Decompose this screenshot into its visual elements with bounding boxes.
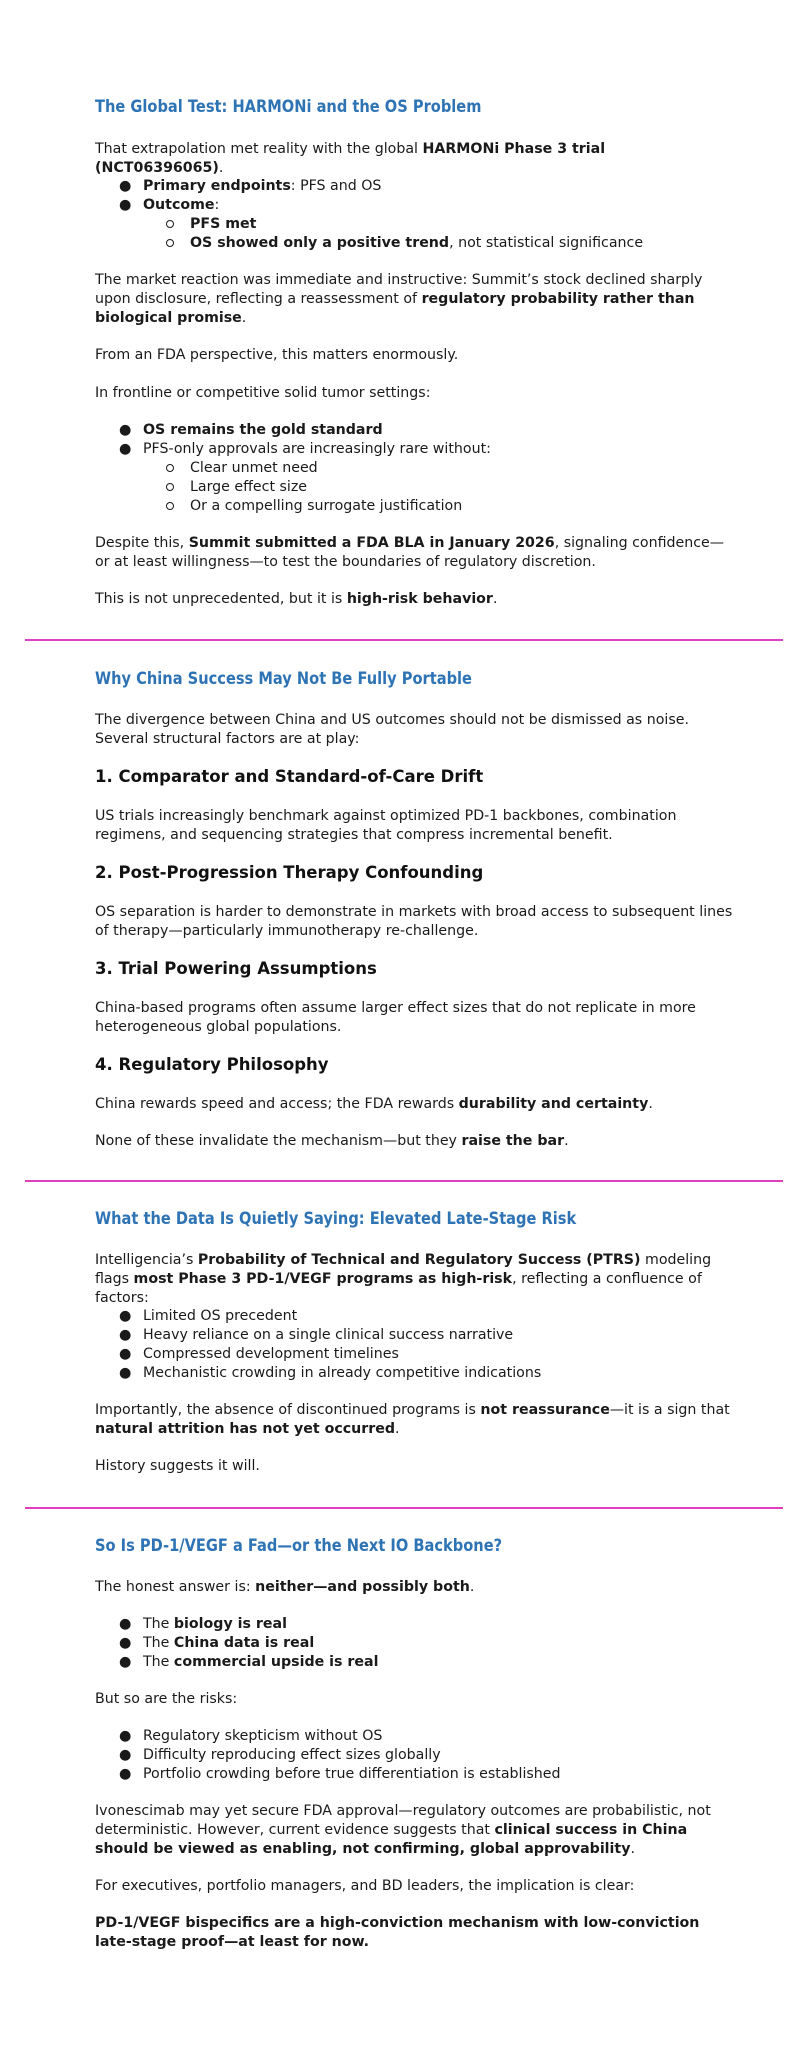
sub-list-item xyxy=(190,497,462,516)
text-bold: high-risk behavior xyxy=(346,591,493,607)
text-bold: commercial upside is real xyxy=(173,1654,379,1670)
sub-list-item xyxy=(190,478,307,497)
circle-bullet-icon xyxy=(166,220,174,228)
circle-bullet-icon xyxy=(166,464,174,472)
text-bold: OS showed only a positive trend xyxy=(190,235,450,251)
list-item xyxy=(119,1653,379,1672)
list-item xyxy=(119,1634,315,1653)
text-bold: Summit submitted a FDA BLA in January 2026 xyxy=(188,535,555,551)
section-heading-harmoni: The Global Test: HARMONi and the OS Problem xyxy=(95,97,482,117)
text: The market reaction was immediate and instructive: Summit’s stock declined sharply upon disclosure, reflecting a reassessment of xyxy=(95,272,703,307)
bullet-icon: ● xyxy=(119,1346,132,1362)
text: Regulatory skepticism without OS xyxy=(143,1728,383,1744)
subheading-powering: 3. Trial Powering Assumptions xyxy=(95,959,377,978)
section-heading-fad: So Is PD-1/VEGF a Fad—or the Next IO Backbone? xyxy=(95,1536,503,1556)
subheading-post-progression: 2. Post-Progression Therapy Confounding xyxy=(95,863,484,882)
text: Difficulty reproducing effect sizes globally xyxy=(143,1747,441,1763)
paragraph-ptrs xyxy=(95,1251,735,1308)
list-item xyxy=(119,1615,287,1634)
bullet-icon: ● xyxy=(119,1308,132,1324)
text-bold: clinical success in China should be viewed as enabling, not confirming, global approvability xyxy=(95,1822,688,1857)
text: That extrapolation met reality with the global xyxy=(95,141,423,157)
text: Ivonescimab may yet secure FDA approval—regulatory outcomes are probabilistic, not deterministic. However, current evidence suggests that xyxy=(95,1803,711,1838)
text-bold: most Phase 3 PD-1/VEGF programs as high-risk xyxy=(133,1271,513,1287)
text: Compressed development timelines xyxy=(143,1346,399,1362)
text: Mechanistic crowding in already competitive indications xyxy=(143,1365,542,1381)
text: : PFS and OS xyxy=(290,178,382,194)
list-item xyxy=(119,1727,383,1746)
subheading-regulatory: 4. Regulatory Philosophy xyxy=(95,1055,329,1074)
list-item xyxy=(119,1345,399,1364)
text: , signaling confidence—or at least willingness—to test the boundaries of regulatory discretion. xyxy=(95,535,724,570)
bullet-icon: ● xyxy=(119,1747,132,1763)
bullet-icon: ● xyxy=(119,1616,132,1632)
text-bold: PFS met xyxy=(190,216,257,232)
paragraph-risks: But so are the risks: xyxy=(95,1691,238,1707)
text: Heavy reliance on a single clinical success narrative xyxy=(143,1327,514,1343)
paragraph-history: History suggests it will. xyxy=(95,1458,260,1474)
text: PFS-only approvals are increasingly rare without: xyxy=(143,441,491,457)
text: Clear unmet need xyxy=(190,460,318,476)
bullet-icon: ● xyxy=(119,1365,132,1381)
paragraph-despite xyxy=(95,534,735,572)
circle-bullet-icon xyxy=(166,502,174,510)
section-heading-risk: What the Data Is Quietly Saying: Elevated Late-Stage Risk xyxy=(95,1209,577,1229)
paragraph-powering: China-based programs often assume larger effect sizes that do not replicate in more heterogeneous global populations. xyxy=(95,1000,696,1035)
text-bold: biology is real xyxy=(173,1616,287,1632)
list-item xyxy=(119,421,383,440)
text: Or a compelling surrogate justification xyxy=(190,498,463,514)
text-bold: neither—and possibly both xyxy=(255,1579,470,1595)
text: . xyxy=(395,1421,400,1437)
text: The honest answer is: xyxy=(95,1579,256,1595)
section-heading-china: Why China Success May Not Be Fully Portable xyxy=(95,669,472,689)
circle-bullet-icon xyxy=(166,239,174,247)
list-item xyxy=(119,1746,441,1765)
bullet-icon: ● xyxy=(119,1728,132,1744)
text: Intelligencia’s xyxy=(95,1252,198,1268)
list-item xyxy=(119,196,220,215)
text-bold: HARMONi Phase 3 trial (NCT06396065) xyxy=(95,141,606,176)
paragraph-fda: From an FDA perspective, this matters enormously. xyxy=(95,347,459,363)
paragraph-risk xyxy=(95,590,735,609)
list-item xyxy=(119,1364,542,1383)
text: The xyxy=(143,1654,174,1670)
text: . xyxy=(648,1096,653,1112)
paragraph-regulatory xyxy=(95,1095,735,1114)
paragraph-conclusion: PD-1/VEGF bispecifics are a high-conviction mechanism with low-conviction late-stage proof—at least for now. xyxy=(95,1915,700,1950)
text-bold: OS remains the gold standard xyxy=(143,422,383,438)
paragraph-executives: For executives, portfolio managers, and BD leaders, the implication is clear: xyxy=(95,1878,635,1894)
text: The xyxy=(143,1635,174,1651)
sub-list-item xyxy=(190,215,256,234)
section-divider xyxy=(25,1507,783,1509)
section-divider xyxy=(25,1180,783,1182)
paragraph-market xyxy=(95,271,735,328)
paragraph-ivonescimab xyxy=(95,1802,735,1859)
bullet-icon: ● xyxy=(119,197,132,213)
text: . xyxy=(218,160,224,176)
text: This is not unprecedented, but it is xyxy=(95,591,347,607)
text-bold: China data is real xyxy=(173,1635,315,1651)
section-divider xyxy=(25,639,783,641)
sub-list-item xyxy=(190,459,318,478)
paragraph-frontline: In frontline or competitive solid tumor settings: xyxy=(95,385,431,401)
text: , not statistical significance xyxy=(449,235,644,251)
list-item xyxy=(119,1326,514,1345)
bullet-icon: ● xyxy=(119,1635,132,1651)
text: modeling flags xyxy=(95,1252,712,1287)
list-item xyxy=(119,1765,561,1784)
bullet-icon: ● xyxy=(119,422,132,438)
text: Despite this, xyxy=(95,535,189,551)
circle-bullet-icon xyxy=(166,483,174,491)
text: Importantly, the absence of discontinued programs is xyxy=(95,1402,481,1418)
paragraph-divergence: The divergence between China and US outcomes should not be dismissed as noise. Several structural factors are at play: xyxy=(95,712,689,747)
text: . xyxy=(630,1841,635,1857)
bullet-icon: ● xyxy=(119,1654,132,1670)
bullet-icon: ● xyxy=(119,1766,132,1782)
text-bold: natural attrition has not yet occurred xyxy=(95,1421,396,1437)
text: —it is a sign that xyxy=(609,1402,730,1418)
text-bold: Probability of Technical and Regulatory Success (PTRS) xyxy=(197,1252,641,1268)
list-item xyxy=(119,177,382,196)
paragraph-comparator: US trials increasingly benchmark against optimized PD-1 backbones, combination regimens, and sequencing strategies that compress incremental benefit. xyxy=(95,808,677,843)
list-item xyxy=(119,1307,298,1326)
text-bold: not reassurance xyxy=(480,1402,610,1418)
text: Portfolio crowding before true differentiation is established xyxy=(143,1766,561,1782)
list-item xyxy=(119,440,491,459)
sub-list-item xyxy=(190,234,643,253)
text: . xyxy=(241,310,247,326)
bullet-icon: ● xyxy=(119,178,132,194)
text: None of these invalidate the mechanism—but they xyxy=(95,1133,462,1149)
text: China rewards speed and access; the FDA rewards xyxy=(95,1096,459,1112)
subheading-comparator: 1. Comparator and Standard-of-Care Drift xyxy=(95,767,484,786)
text-bold: Primary endpoints xyxy=(143,178,291,194)
text: : xyxy=(214,197,220,213)
paragraph-raise-bar xyxy=(95,1132,735,1151)
text-bold: durability and certainty xyxy=(458,1096,649,1112)
text: Limited OS precedent xyxy=(143,1308,298,1324)
text: . xyxy=(564,1133,569,1149)
paragraph-intro xyxy=(95,140,735,178)
text: The xyxy=(143,1616,174,1632)
text-bold: Outcome xyxy=(143,197,215,213)
paragraph-attrition xyxy=(95,1401,735,1439)
paragraph-post-progression: OS separation is harder to demonstrate in markets with broad access to subsequent lines of therapy—particularly immunotherapy re-challenge. xyxy=(95,904,733,939)
text: . xyxy=(469,1579,475,1595)
text: Large effect size xyxy=(190,479,308,495)
text-bold: raise the bar xyxy=(461,1133,565,1149)
bullet-icon: ● xyxy=(119,441,132,457)
text-bold: regulatory probability rather than biological promise xyxy=(95,291,695,326)
text: , reflecting a confluence of factors: xyxy=(95,1271,702,1306)
bullet-icon: ● xyxy=(119,1327,132,1343)
paragraph-honest xyxy=(95,1578,735,1597)
text: . xyxy=(492,591,498,607)
